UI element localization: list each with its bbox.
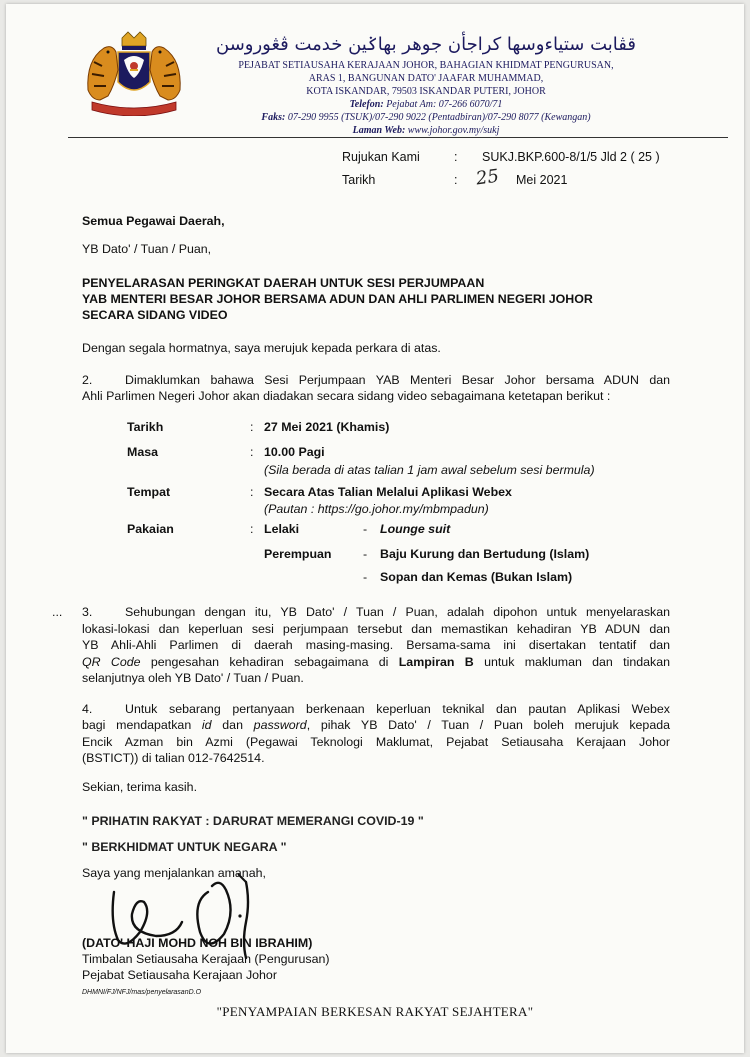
amanah-line: Saya yang menjalankan amanah, — [82, 866, 266, 880]
detail-perempuan-label: Perempuan — [264, 547, 332, 561]
rujukan-value: SUKJ.BKP.600-8/1/5 Jld 2 ( 25 ) — [482, 150, 660, 164]
para-3-line-3: YB Ahli-Ahli Parlimen di daerah masing-masing. Bersama-sama ini disertakan tentatif dan — [82, 638, 670, 652]
detail-perempuan-dash: - — [363, 547, 368, 561]
para-4-line-2-b: dan — [222, 718, 243, 732]
para-3-line-1: Sehubungan dengan itu, YB Dato' / Tuan / Puan, adalah dipohon untuk menyelaraskan — [125, 605, 670, 619]
tarikh-handwritten-day: 25 — [474, 165, 501, 190]
signatory-office: Pejabat Setiausaha Kerajaan Johor — [82, 968, 277, 982]
opening-line: Dengan segala hormatnya, saya merujuk kepada perkara di atas. — [82, 341, 441, 355]
detail-tarikh-label: Tarikh — [127, 420, 164, 434]
letterhead-telefon — [186, 99, 666, 112]
letterhead-line-2: ARAS 1, BANGUNAN DATO' JAAFAR MUHAMMAD, — [308, 73, 544, 84]
para-4-line-4: (BSTICT)) di talian 012-7642514. — [82, 751, 265, 765]
header-divider — [68, 137, 728, 138]
laman-label: Laman Web: — [352, 125, 406, 136]
letterhead-laman — [186, 125, 666, 138]
slogan-prihatin: " PRIHATIN RAKYAT : DARURAT MEMERANGI COVID-19 " — [82, 814, 424, 828]
detail-tarikh-colon: : — [250, 420, 254, 434]
detail-lelaki-dash: - — [363, 522, 368, 536]
password-term: password — [253, 718, 307, 732]
detail-tarikh-value: 27 Mei 2021 (Khamis) — [264, 420, 390, 434]
telefon-label: Telefon: — [349, 99, 384, 110]
salutation: YB Dato' / Tuan / Puan, — [82, 242, 212, 256]
para-3-line-4-tail: untuk makluman dan tindakan — [484, 655, 670, 669]
faks-value: 07-290 9955 (TSUK)/07-290 9022 (Pentadbiran)/07-290 8077 (Kewangan) — [287, 112, 591, 123]
letterhead-line-1: PEJABAT SETIAUSAHA KERAJAAN JOHOR, BAHAGIAN KHIDMAT PENGURUSAN, — [238, 60, 614, 71]
para-2-number: 2. — [82, 373, 93, 387]
subject-line-3: SECARA SIDANG VIDEO — [82, 308, 228, 322]
para-4-line-2 — [82, 717, 670, 733]
para-3-line-4 — [82, 654, 670, 670]
faks-label: Faks: — [261, 112, 286, 123]
detail-masa-value: 10.00 Pagi — [264, 445, 325, 459]
para-4-line-1: Untuk sebarang pertanyaan berkenaan keperluan teknikal dan pautan Aplikasi Webex — [125, 702, 670, 716]
para-3-number: 3. — [82, 605, 93, 619]
slogan-berkhidmat: " BERKHIDMAT UNTUK NEGARA " — [82, 840, 287, 854]
detail-lelaki-value: Lounge suit — [380, 522, 451, 536]
qr-code-term: QR Code — [82, 655, 141, 669]
tarikh-colon: : — [454, 173, 458, 187]
para-4-line-2-c: , pihak YB Dato' / Tuan / Puan boleh merujuk kepada — [306, 718, 670, 732]
johor-crest-icon — [78, 30, 190, 116]
detail-pakaian-label: Pakaian — [127, 522, 174, 536]
subject-line-1: PENYELARASAN PERINGKAT DAERAH UNTUK SESI PERJUMPAAN — [82, 276, 485, 290]
closing-line: Sekian, terima kasih. — [82, 780, 198, 794]
detail-tempat-note: (Pautan : https://go.johor.my/mbmpadun) — [264, 502, 489, 516]
para-2-line-2: Ahli Parlimen Negeri Johor akan diadakan secara sidang video sebagaimana ketetapan berikut : — [82, 389, 611, 403]
subject-line-2: YAB MENTERI BESAR JOHOR BERSAMA ADUN DAN AHLI PARLIMEN NEGERI JOHOR — [82, 292, 593, 306]
addressee: Semua Pegawai Daerah, — [82, 214, 225, 228]
tarikh-label: Tarikh — [342, 173, 376, 187]
para-3-line-4-text: pengesahan kehadiran sebagaimana di — [150, 655, 389, 669]
detail-tempat-label: Tempat — [127, 485, 171, 499]
detail-masa-label: Masa — [127, 445, 158, 459]
para-4-line-2-a: bagi mendapatkan — [82, 718, 192, 732]
letterhead-jawi: قڤابت ستياءوسها كراجأن جوهر بهاݢين خدمت ڤڠوروسن — [216, 34, 636, 55]
letter-page — [6, 4, 744, 1053]
para-4-line-3: Encik Azman bin Azmi (Pegawai Teknologi Maklumat, Pejabat Setiausaha Kerajaan Johor — [82, 735, 670, 749]
id-term: id — [201, 718, 212, 732]
para-3-line-2: lokasi-lokasi dan keperluan sesi perjumpaan tersebut dan memastikan kehadiran YB ADUN dan — [82, 622, 670, 636]
detail-masa-note: (Sila berada di atas talian 1 jam awal sebelum sesi bermula) — [264, 463, 595, 477]
detail-masa-colon: : — [250, 445, 254, 459]
tarikh-value: Mei 2021 — [516, 173, 568, 187]
para-3-line-5: selanjutnya oleh YB Dato' / Tuan / Puan. — [82, 671, 304, 685]
detail-pakaian-colon: : — [250, 522, 254, 536]
detail-tempat-value: Secara Atas Talian Melalui Aplikasi Webex — [264, 485, 512, 499]
para-4-number: 4. — [82, 702, 93, 716]
detail-bukan-islam-value: Sopan dan Kemas (Bukan Islam) — [380, 570, 573, 584]
letterhead — [186, 16, 666, 136]
letterhead-line-3: KOTA ISKANDAR, 79503 ISKANDAR PUTERI, JOHOR — [306, 86, 546, 97]
para-2-line-1: Dimaklumkan bahawa Sesi Perjumpaan YAB Menteri Besar Johor bersama ADUN dan — [125, 373, 670, 387]
letterhead-faks — [186, 112, 666, 125]
detail-tempat-colon: : — [250, 485, 254, 499]
rujukan-colon: : — [454, 150, 458, 164]
laman-value: www.johor.gov.my/sukj — [407, 125, 500, 136]
telefon-value: Pejabat Am: 07-266 6070/71 — [386, 99, 503, 110]
para-3-margin-mark: ... — [52, 605, 63, 619]
signatory-name: (DATO' HAJI MOHD NOH BIN IBRAHIM) — [82, 936, 313, 950]
footer-motto: "PENYAMPAIAN BERKESAN RAKYAT SEJAHTERA" — [216, 1004, 534, 1019]
detail-lelaki-label: Lelaki — [264, 522, 300, 536]
signatory-title: Timbalan Setiausaha Kerajaan (Pengurusan) — [82, 952, 330, 966]
detail-perempuan-value: Baju Kurung dan Bertudung (Islam) — [380, 547, 590, 561]
lampiran-b: Lampiran B — [398, 655, 474, 669]
detail-bukan-islam-dash: - — [363, 570, 368, 584]
file-reference: DHMNI/FJ/NFJ/mas/penyelarasanD.O — [82, 989, 202, 996]
rujukan-label: Rujukan Kami — [342, 150, 420, 164]
